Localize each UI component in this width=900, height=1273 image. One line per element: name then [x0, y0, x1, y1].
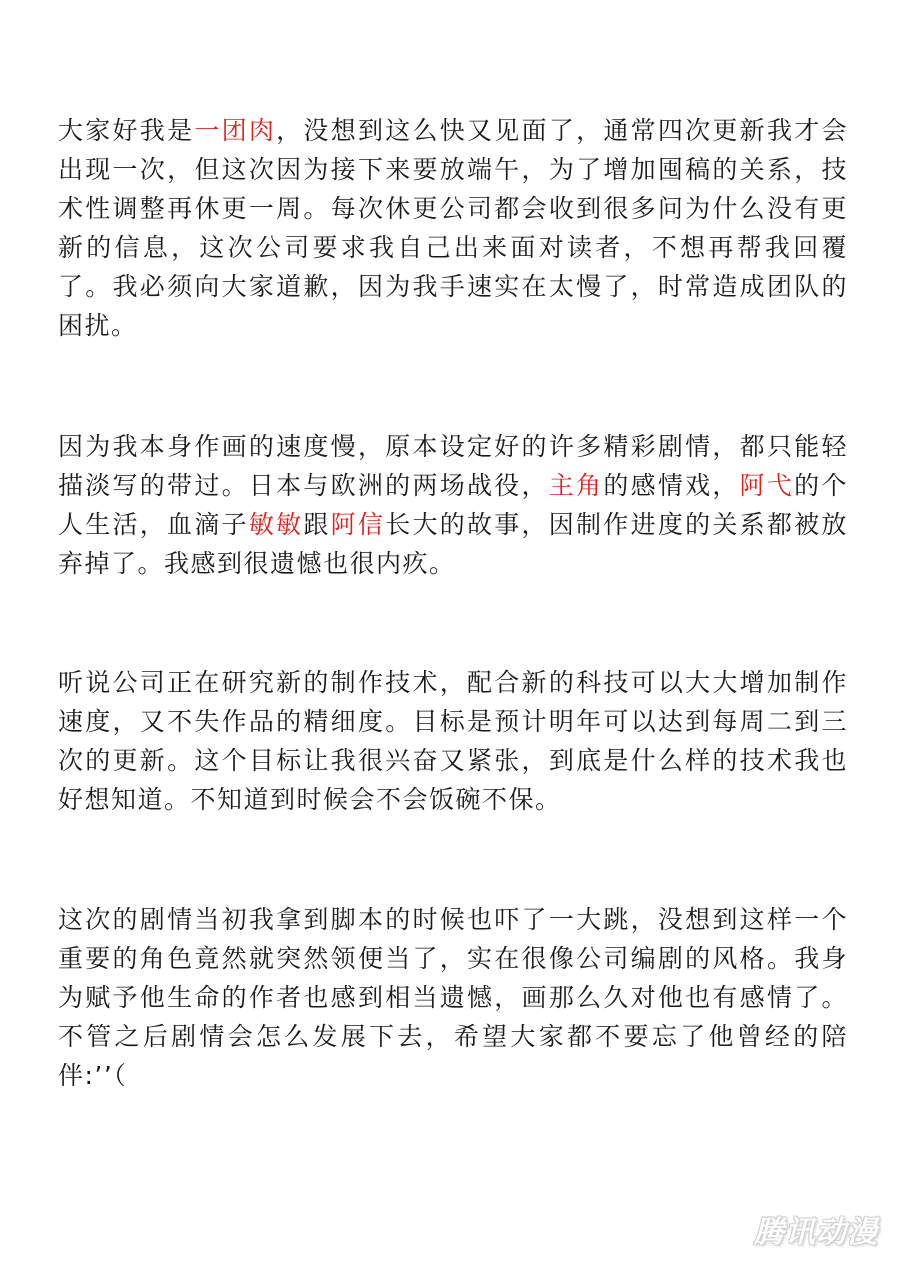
- tencent-comic-watermark-logo: 腾讯动漫: [754, 1215, 878, 1250]
- highlighted-name: 一团肉: [194, 116, 277, 145]
- highlighted-name: 主角: [548, 471, 604, 500]
- text-segment: 大家好我是: [58, 116, 195, 145]
- highlighted-name: 阿信: [330, 510, 386, 539]
- paragraph-4: [58, 900, 848, 1095]
- text-segment: 因为我本身作画的速度慢，原本设定好的许多精彩剧情，都只能轻描淡写的带过。日本与欧洲的两场战役，: [58, 432, 848, 500]
- text-segment: 长大的故事，因制作进度的关系都被放弃掉了。我感到很遗憾也很内疚。: [58, 510, 848, 578]
- text-segment: ，没想到这么快又见面了，通常四次更新我才会出现一次，但这次因为接下来要放端午，为了增加囤稿的关系，技术性调整再休更一周。每次休更公司都会收到很多问为什么没有更新的信息，这次公司要求我自己出来面对读者，不想再帮我回覆了。我必须向大家道歉，因为我手速实在太慢了，时常造成团队的困扰。: [58, 116, 848, 340]
- text-segment: 的感情戏，: [603, 471, 740, 500]
- highlighted-name: 阿弋: [739, 471, 795, 500]
- highlighted-name: 敏敏: [248, 510, 304, 539]
- text-segment: 的个人生活，血滴子: [58, 471, 848, 539]
- text-segment: 这次的剧情当初我拿到脚本的时候也吓了一大跳，没想到这样一个重要的角色竟然就突然领便当了，实在很像公司编剧的风格。我身为赋予他生命的作者也感到相当遗憾，画那么久对他也有感情了。不管之后剧情会怎么发展下去，希望大家都不要忘了他曾经的陪伴:’’（: [58, 905, 848, 1090]
- text-segment: 听说公司正在研究新的制作技术，配合新的科技可以大大增加制作速度，又不失作品的精细度。目标是预计明年可以达到每周二到三次的更新。这个目标让我很兴奋又紧张，到底是什么样的技术我也好想知道。不知道到时候会不会饭碗不保。: [58, 668, 848, 814]
- paragraph-3: [58, 663, 848, 819]
- paragraph-1: [58, 111, 848, 345]
- text-segment: 跟: [303, 510, 331, 539]
- paragraph-2: [58, 427, 848, 583]
